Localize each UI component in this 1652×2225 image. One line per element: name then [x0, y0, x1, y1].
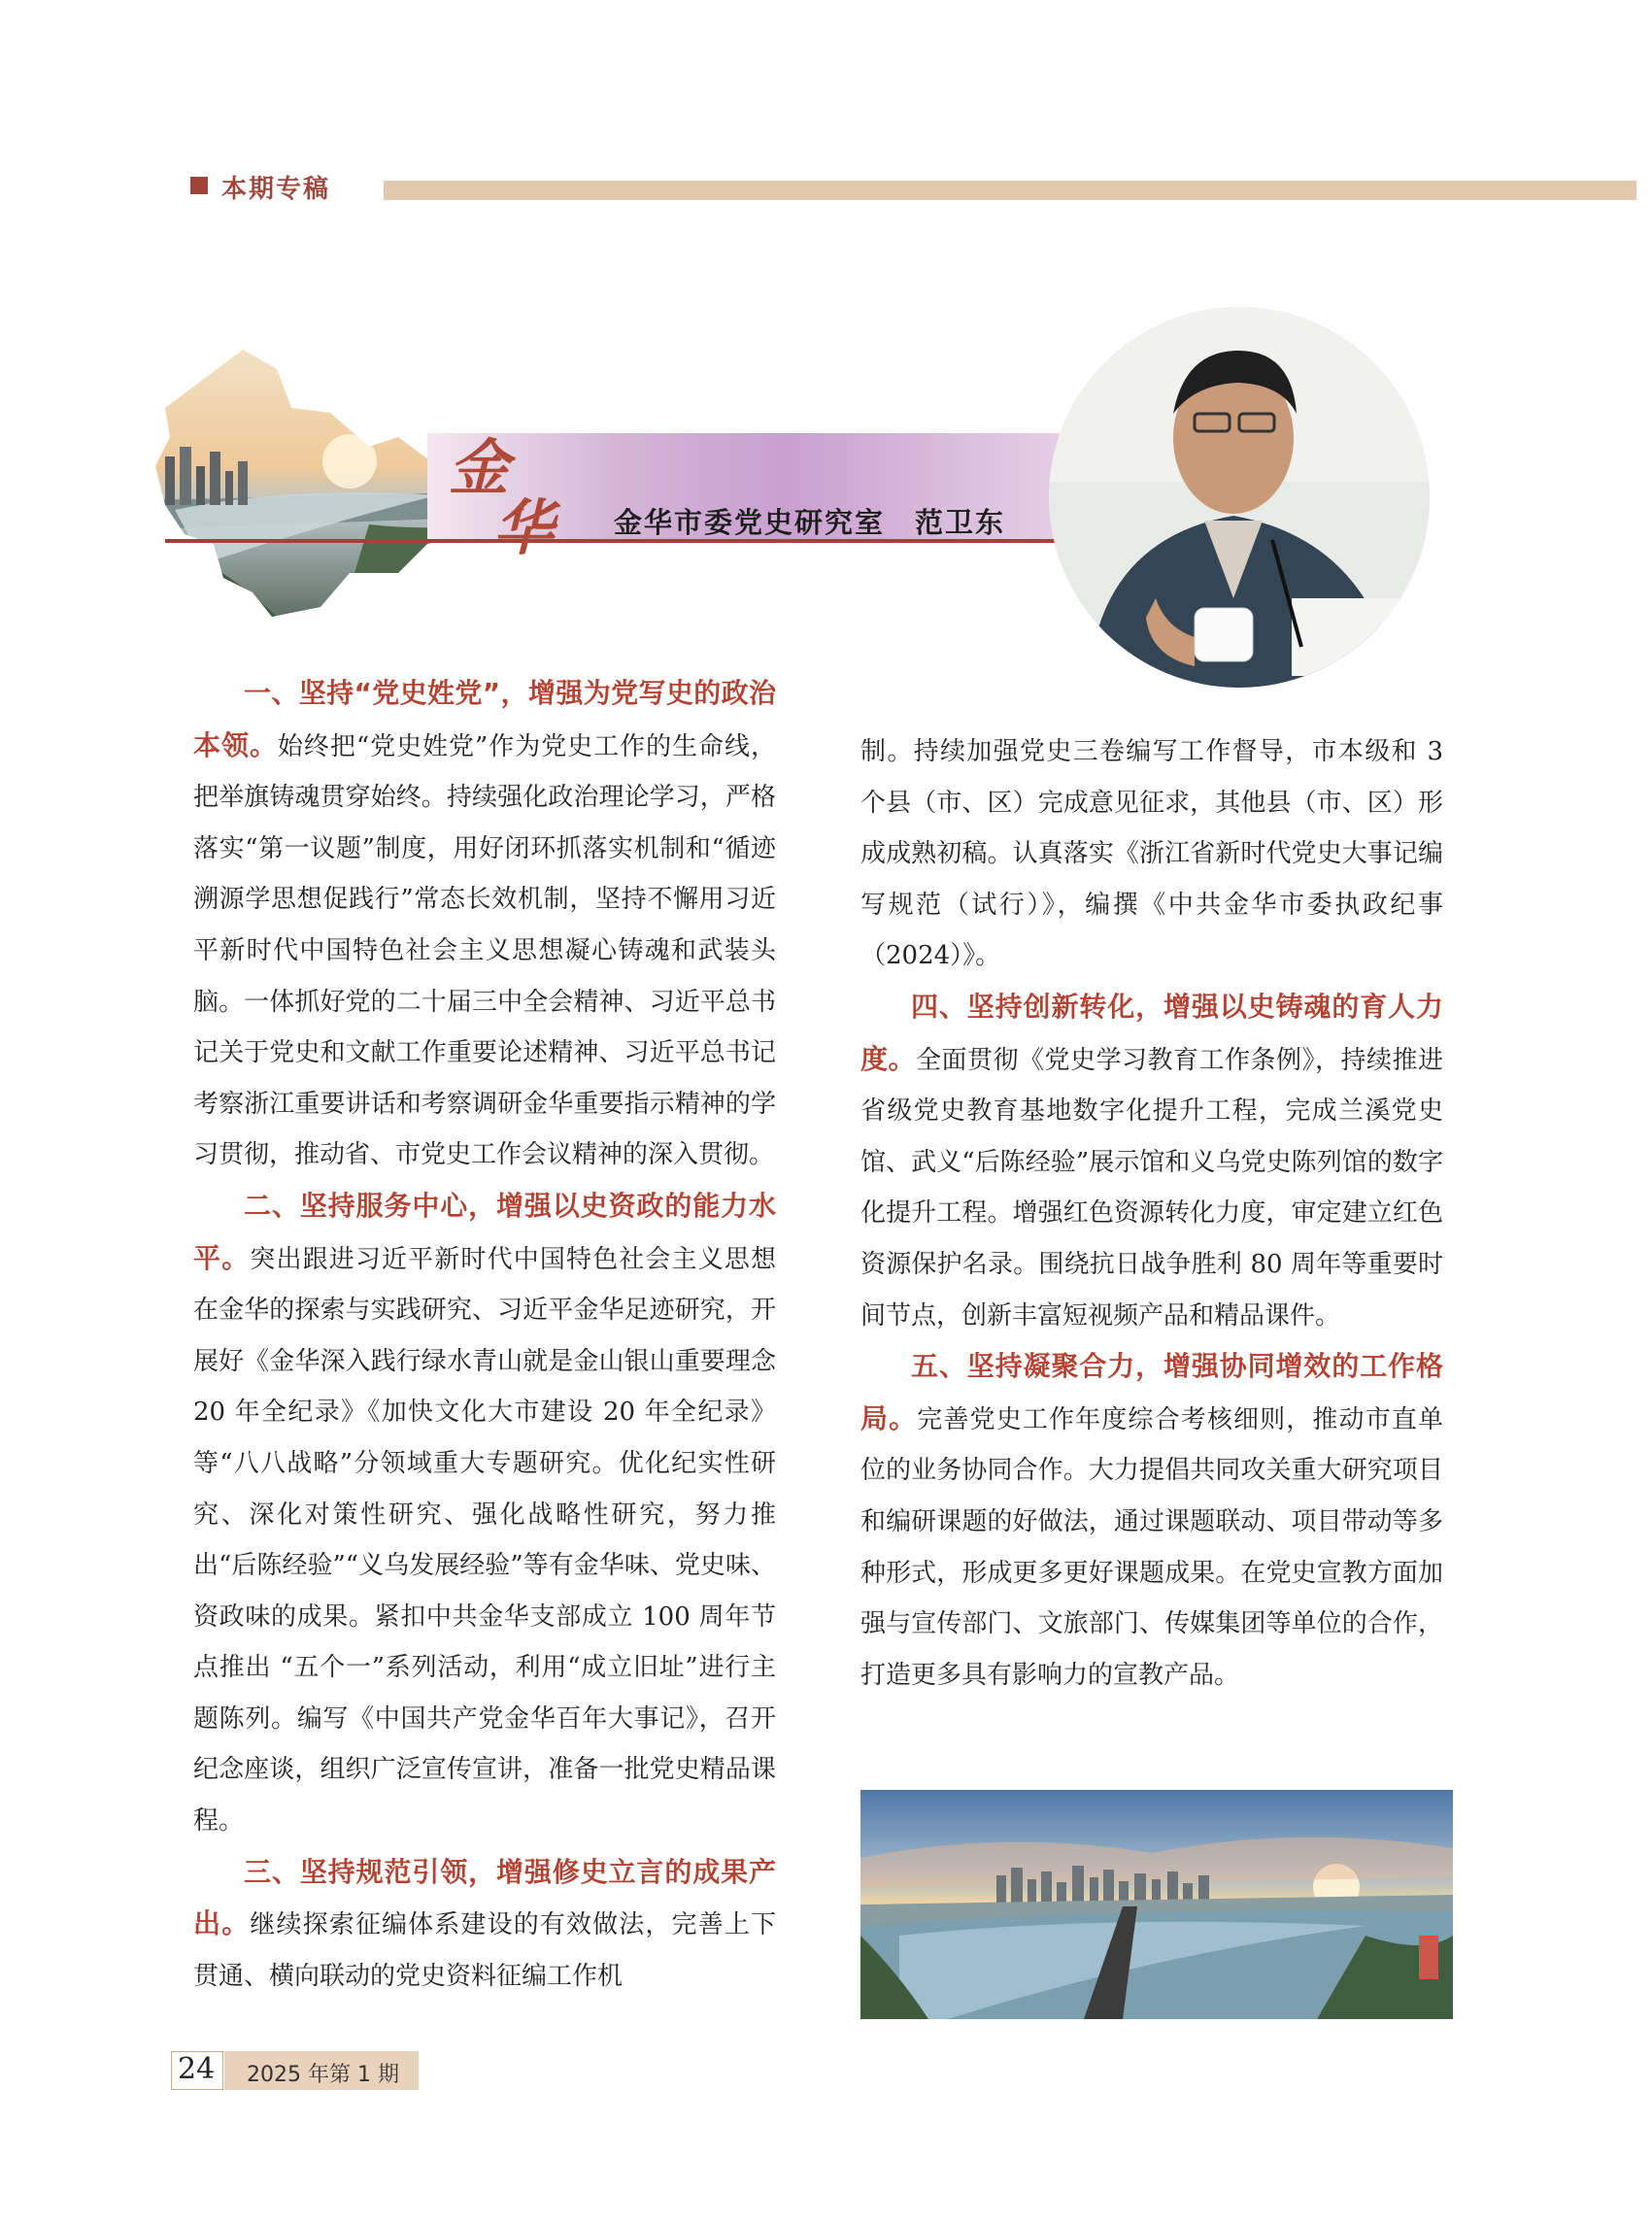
section-4-body: 全面贯彻《党史学习教育工作条例》，持续推进省级党史教育基地数字化提升工程，完成兰溪党史馆、武义“后陈经验”展示馆和义乌党史陈列馆的数字化提升工程。增强红色资源转化力度，审定建立红色资源保护名录。围绕抗日战争胜利 80 周年等重要时间节点，创新丰富短视频产品和精品课件。 — [860, 1045, 1443, 1331]
section-1-body: 始终把“党史姓党”作为党史工作的生命线，把举旗铸魂贯穿始终。持续强化政治理论学习，严格落实“第一议题”制度，用好闭环抓落实机制和“循迹溯源学思想促践行”常态长效机制，坚持不懈用习近平新时代中国特色社会主义思想凝心铸魂和武装头脑。一体抓好党的二十届三中全会精神、习近平总书记关于党史和文献工作重要论述精神、习近平总书记考察浙江重要讲话和考察调研金华重要指示精神的学习贯彻，推动省、市党史工作会议精神的深入贯彻。 — [193, 731, 776, 1170]
article-column-right — [860, 726, 1443, 1701]
article-column-left — [193, 668, 776, 2002]
section-1-heading: 一、坚持“党史姓党”，增强为党写史的政治本领。 — [193, 677, 776, 761]
section-5-body: 完善党史工作年度综合考核细则，推动市直单位的业务协同合作。大力提倡共同攻关重大研究项目和编研课题的好做法，通过课题联动、项目带动等多种形式，形成更多更好课题成果。在党史宣教方面加强与宣传部门、文旅部门、传媒集团等单位的合作，打造更多具有影响力的宣教产品。 — [860, 1404, 1443, 1690]
section-5 — [860, 1341, 1443, 1701]
banner-title-char-2: 华 — [493, 492, 555, 563]
section-4 — [860, 982, 1443, 1341]
section-4-heading: 四、坚持创新转化，增强以史铸魂的育人力度。 — [860, 990, 1443, 1075]
page-number: 24 — [178, 2052, 216, 2086]
section-2-heading: 二、坚持服务中心，增强以史资政的能力水平。 — [193, 1189, 776, 1274]
section-marker — [190, 177, 208, 194]
section-2-body: 突出跟进习近平新时代中国特色社会主义思想在金华的探索与实践研究、习近平金华足迹研究，开展好《金华深入践行绿水青山就是金山银山重要理念 20 年全纪录》《加快文化大市建设 20 年全纪录》等“八八战略”分领域重大专题研究。优化纪实性研究、深化对策性研究、强化战略性研究，努力推出“后陈经验”“义乌发展经验”等有金华味、党史味、资政味的成果。紧扣中共金华支部成立 100 周年节点推出 “五个一”系列活动，利用“成立旧址”进行主题陈列。编写《中国共产党金华百年大事记》，召开纪念座谈，组织广泛宣传宣讲，准备一批党史精品课程。 — [193, 1244, 776, 1837]
section-5-heading: 五、坚持凝聚合力，增强协同增效的工作格局。 — [860, 1350, 1443, 1434]
header-bar — [384, 181, 1636, 200]
banner-title-char-1: 金 — [449, 432, 510, 503]
city-river-photo — [860, 1790, 1453, 2019]
author-byline: 金华市委党史研究室 范卫东 — [614, 506, 1006, 539]
section-3 — [193, 1847, 776, 2003]
section-1 — [193, 668, 776, 1181]
section-3-continued: 制。持续加强党史三卷编写工作督导，市本级和 3 个县（市、区）完成意见征求，其他县（市、区）形成成熟初稿。认真落实《浙江省新时代党史大事记编写规范（试行）》，编撰《中共金华市委执政纪事（2024）》。 — [860, 737, 1443, 971]
issue-label: 2025 年第 1 期 — [247, 2063, 399, 2087]
section-2 — [193, 1181, 776, 1847]
section-3-heading: 三、坚持规范引领，增强修史立言的成果产出。 — [193, 1855, 776, 1940]
section-label: 本期专稿 — [221, 175, 331, 204]
section-3-body: 继续探索征编体系建设的有效做法，完善上下贯通、横向联动的党史资料征编工作机 — [193, 1910, 776, 1991]
author-portrait — [1049, 307, 1430, 688]
